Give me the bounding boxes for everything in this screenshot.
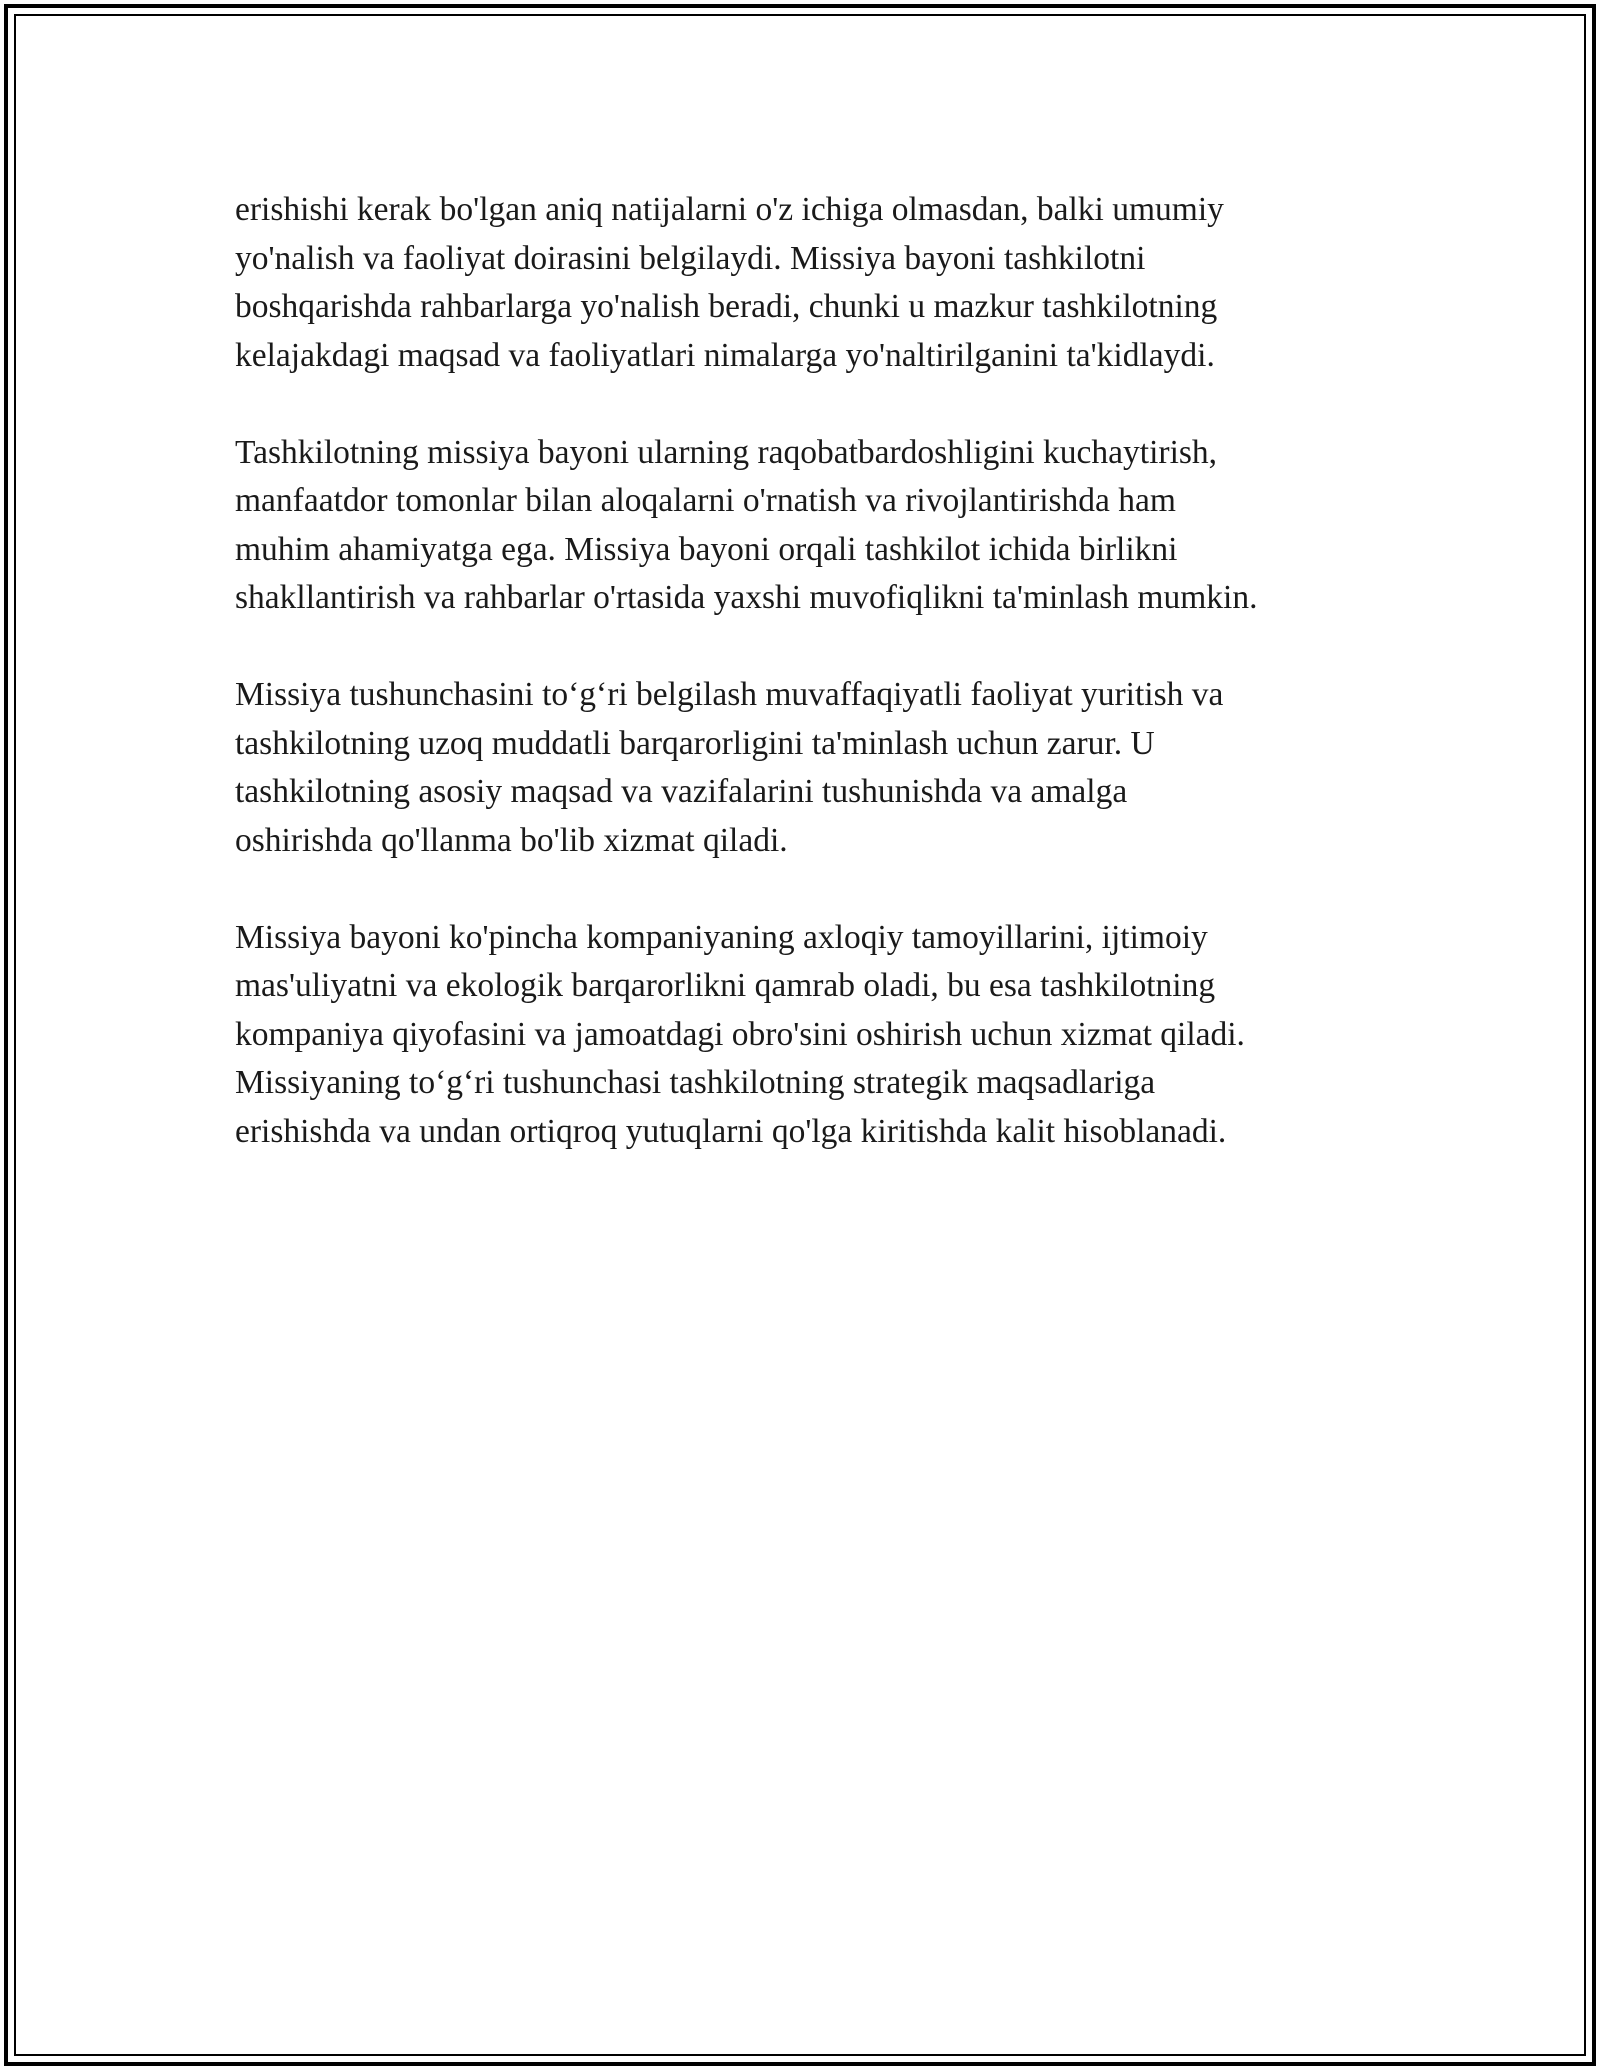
text-line: boshqarishda rahbarlarga yo'nalish beradi, chunki u mazkur tashkilotning: [235, 288, 1218, 325]
text-line: Missiya tushunchasini to‘g‘ri belgilash muvaffaqiyatli faoliyat yuritish va: [235, 676, 1224, 713]
text-line: erishishi kerak bo'lgan aniq natijalarni o'z ichiga olmasdan, balki umumiy: [235, 191, 1224, 228]
paragraph-2: [235, 429, 1375, 623]
paragraph-1: [235, 186, 1375, 380]
document-body: [235, 186, 1375, 1205]
text-line: shakllantirish va rahbarlar o'rtasida yaxshi muvofiqlikni ta'minlash mumkin.: [235, 579, 1258, 616]
text-line: Tashkilotning missiya bayoni ularning raqobatbardoshligini kuchaytirish,: [235, 433, 1218, 471]
text-line: tashkilotning uzoq muddatli barqarorligini ta'minlash uchun zarur. U: [235, 724, 1155, 762]
text-line: muhim ahamiyatga ega. Missiya bayoni orqali tashkilot ichida birlikni: [235, 530, 1178, 568]
text-line: Missiya bayoni ko'pincha kompaniyaning axloqiy tamoyillarini, ijtimoiy: [235, 918, 1208, 956]
text-line: manfaatdor tomonlar bilan aloqalarni o'rnatish va rivojlantirishda ham: [235, 482, 1176, 519]
text-line: yo'nalish va faoliyat doirasini belgilaydi. Missiya bayoni tashkilotni: [235, 239, 1146, 277]
text-line: erishishda va undan ortiqroq yutuqlarni qo'lga kiritishda kalit hisoblanadi.: [235, 1112, 1227, 1150]
text-line: kompaniya qiyofasini va jamoatdagi obro'sini oshirish uchun xizmat qiladi.: [235, 1015, 1245, 1053]
text-line: oshirishda qo'llanma bo'lib xizmat qiladi.: [235, 821, 788, 859]
paragraph-4: [235, 914, 1375, 1157]
text-line: kelajakdagi maqsad va faoliyatlari nimalarga yo'naltirilganini ta'kidlaydi.: [235, 336, 1215, 374]
text-line: Missiyaning to‘g‘ri tushunchasi tashkilotning strategik maqsadlariga: [235, 1064, 1156, 1101]
text-line: mas'uliyatni va ekologik barqarorlikni qamrab oladi, bu esa tashkilotning: [235, 967, 1216, 1004]
text-line: tashkilotning asosiy maqsad va vazifalarini tushunishda va amalga: [235, 773, 1128, 810]
paragraph-3: [235, 671, 1375, 865]
